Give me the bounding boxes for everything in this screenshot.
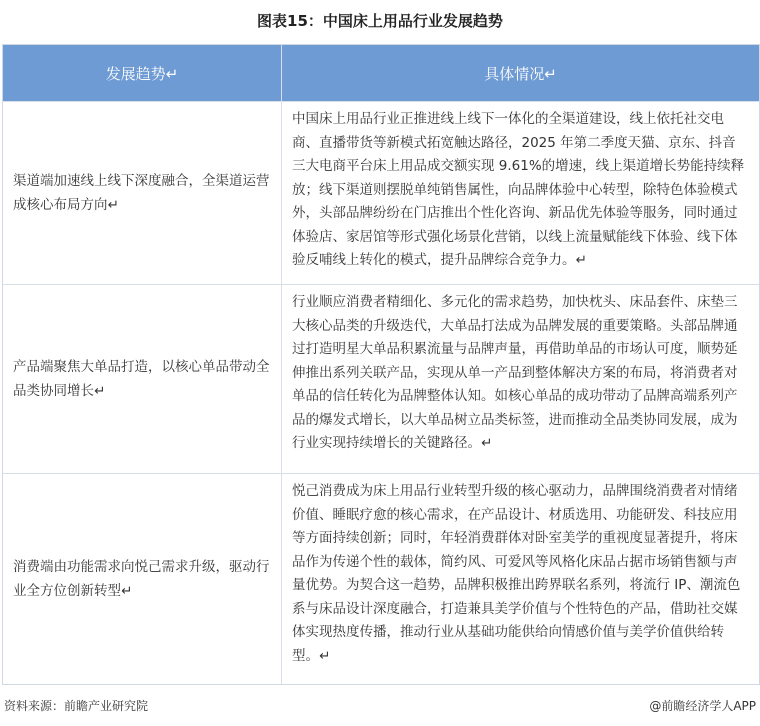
details-line: 系与床品设计深度融合，打造兼具美学价值与个性特色的产品，借助社交媒 (292, 600, 738, 617)
trend-cell: 产品端聚焦大单品打造，以核心单品带动全品类协同增长↵ (3, 285, 282, 473)
source-note: 资料来源：前瞻产业研究院 (4, 699, 149, 713)
table-row (3, 284, 759, 473)
details-line: 价值、睡眠疗愈的核心需求，在产品设计、材质选用、功能研发、科技应用 (292, 506, 738, 523)
details-line: 等方面持续创新；同时，年轻消费群体对卧室美学的重视度显著提升，将床 (292, 530, 738, 546)
figure-title: 图表15：中国床上用品行业发展趋势 (257, 12, 503, 30)
credit: @前瞻经济学人APP (649, 699, 756, 713)
header-trend: 发展趋势↵ (3, 45, 282, 101)
details-cell (282, 102, 759, 284)
table-header (3, 45, 759, 101)
details-line: 过打造明星大单品积累流量与品牌声量，再借助单品的市场认可度，顺势延 (292, 341, 738, 357)
header-details: 具体情况↵ (484, 64, 557, 83)
trend-cell: 渠道端加速线上线下深度融合，全渠道运营成核心布局方向↵ (3, 102, 282, 284)
details-line: 伸推出系列关联产品，实现从单一产品到整体解决方案的布局，将消费者对 (292, 364, 738, 381)
details-line: 商、直播带货等新模式拓宽触达路径，2025 年第二季度天猫、京东、抖音 (292, 134, 736, 151)
details-line: 品的爆发式增长，以大单品树立品类标签，进而推动全品类协同发展，成为 (292, 411, 738, 428)
trend-cell: 消费端由功能需求向悦己需求升级，驱动行业全方位创新转型↵ (3, 474, 282, 684)
details-cell (282, 285, 759, 473)
details-line: 型。↵ (292, 647, 331, 664)
details-line: 大核心品类的升级迭代，大单品打法成为品牌发展的重要策略。头部品牌通 (292, 317, 738, 334)
details-line: 外，头部品牌纷纷在门店推出个性化咨询、新品优先体验等服务，同时通过 (292, 205, 738, 221)
table-row (3, 101, 759, 284)
details-line: 验反哺线上转化的模式，提升品牌综合竞争力。↵ (292, 252, 587, 268)
details-line: 放；线下渠道则摆脱单纯销售属性，向品牌体验中心转型，除特色体验模式 (292, 181, 738, 198)
details-line: 悦己消费成为床上用品行业转型升级的核心驱动力，品牌围绕消费者对情绪 (292, 483, 738, 499)
details-line: 品作为传递个性的载体，简约风、可爱风等风格化床品占据市场销售额与声 (292, 553, 738, 570)
details-line: 行业实现持续增长的关键路径。↵ (292, 435, 493, 451)
details-line: 量优势。为契合这一趋势，品牌积极推出跨界联名系列，将流行 IP、潮流色 (292, 577, 741, 593)
details-line: 中国床上用品行业正推进线上线下一体化的全渠道建设，线上依托社交电 (292, 111, 724, 127)
trend-table (2, 44, 760, 685)
details-line: 三大电商平台床上用品成交额实现 9.61%的增速，线上渠道增长势能持续释 (292, 158, 745, 174)
details-cell (282, 474, 759, 684)
details-line: 体实现热度传播，推动行业从基础功能供给向情感价值与美学价值供给转 (292, 624, 724, 640)
details-line: 行业顺应消费者精细化、多元化的需求趋势，加快枕头、床品套件、床垫三 (292, 294, 738, 310)
table-row (3, 473, 759, 684)
details-line: 单品的信任转化为品牌整体认知。如核心单品的成功带动了品牌高端系列产 (292, 388, 738, 404)
details-line: 体验店、家居馆等形式强化场景化营销，以线上流量赋能线下体验、线下体 (292, 228, 738, 245)
